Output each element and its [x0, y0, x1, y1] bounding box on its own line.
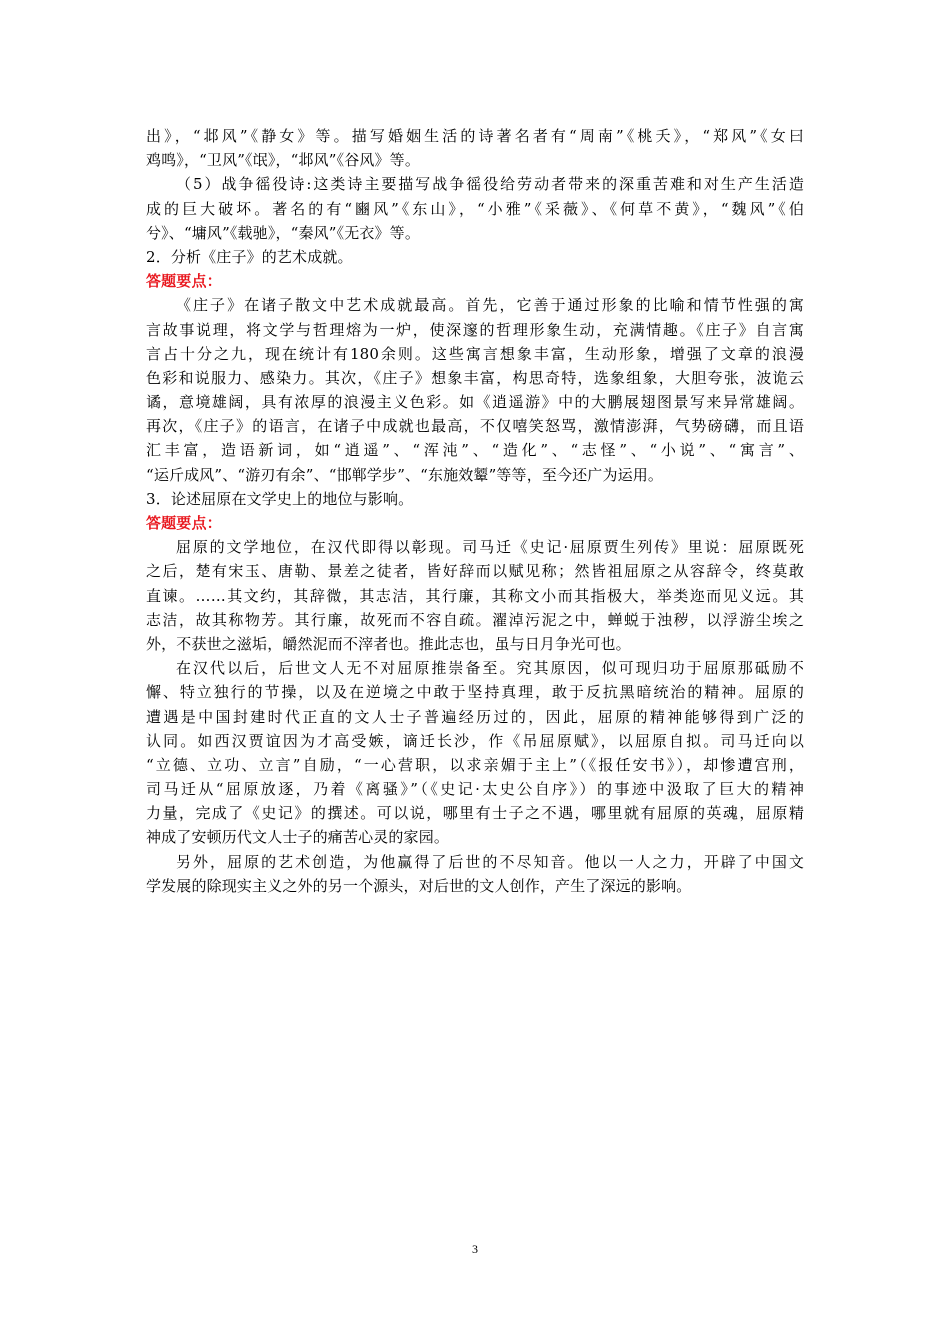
text-line: 成的巨大破坏。著名的有“豳风”《东山》，“小雅”《采薇》、《何草不黄》，“魏风”《伯 — [146, 199, 804, 218]
answer-key-heading: 答题要点： — [146, 514, 222, 532]
question-heading: 2．分析《庄子》的艺术成就。 — [146, 247, 353, 266]
document-body — [146, 124, 804, 898]
text-line: 另外，屈原的艺术创造，为他赢得了后世的不尽知音。他以一人之力，开辟了中国文 — [176, 852, 804, 871]
text-line: 谲，意境雄阔，具有浓厚的浪漫主义色彩。如《逍遥游》中的大鹏展翅图景写来异常雄阔。 — [146, 393, 804, 412]
text-line: 外，不获世之滋垢，皭然泥而不滓者也。推此志也，虽与日月争光可也。 — [146, 634, 631, 653]
answer-key-heading: 答题要点： — [146, 272, 222, 291]
text-line: 鸡鸣》，“卫风”《氓》，“邶风”《谷风》等。 — [146, 151, 420, 170]
text-line: 力量，完成了《史记》的撰述。可以说，哪里有士子之不遇，哪里就有屈原的英魂，屈原精 — [146, 804, 804, 823]
text-line: 认同。如西汉贾谊因为才高受嫉，谪迁长沙，作《吊屈原赋》，以屈原自拟。司马迁向以 — [146, 731, 804, 750]
text-line: 志洁，故其称物芳。其行廉，故死而不容自疏。濯淖污泥之中，蝉蜕于浊秽，以浮游尘埃之 — [146, 610, 804, 629]
text-line: 遭遇是中国封建时代正直的文人士子普遍经历过的，因此，屈原的精神能够得到广泛的 — [146, 707, 804, 726]
text-line: “运斤成风”、“游刃有余”、“邯郸学步”、“东施效颦”等等，至今还广为运用。 — [146, 465, 664, 484]
paragraph — [146, 293, 804, 487]
paragraph — [146, 535, 804, 656]
text-line: 神成了安顿历代文人士子的痛苦心灵的家园。 — [146, 828, 450, 847]
page-number: 3 — [472, 1242, 478, 1256]
text-line: 言占十分之九，现在统计有180余则。这些寓言想象丰富，生动形象，增强了文章的浪漫 — [146, 344, 804, 363]
text-line: “立德、立功、立言”自励，“一心营职，以求亲媚于主上”（《报任安书》），却惨遭宫刑， — [146, 755, 804, 774]
text-line: 学发展的除现实主义之外的另一个源头，对后世的文人创作，产生了深远的影响。 — [146, 876, 692, 895]
text-line: 屈原的文学地位，在汉代即得以彰现。司马迁《史记·屈原贾生列传》里说：屈原既死 — [176, 538, 804, 557]
text-line: 懈、特立独行的节操，以及在逆境之中敢于坚持真理，敢于反抗黑暗统治的精神。屈原的 — [146, 683, 804, 702]
text-line: 直谏。……其文约，其辞微，其志洁，其行廉，其称文小而其指极大，举类迩而见义远。其 — [146, 586, 804, 605]
text-line: 色彩和说服力、感染力。其次，《庄子》想象丰富，构思奇特，选象组象，大胆夸张，波诡云 — [146, 368, 804, 387]
text-line: 《庄子》在诸子散文中艺术成就最高。首先，它善于通过形象的比喻和情节性强的寓 — [176, 296, 804, 315]
paragraph — [146, 656, 804, 850]
text-line: （5）战争徭役诗:这类诗主要描写战争徭役给劳动者带来的深重苦难和对生产生活造 — [176, 175, 804, 194]
text-line: 汇丰富，造语新词，如“逍遥”、“浑沌”、“造化”、“志怪”、“小说”、“寓言”、 — [146, 441, 804, 460]
text-line: 出》，“邶风”《静女》等。描写婚姻生活的诗著名者有“周南”《桃夭》，“郑风”《女曰 — [146, 127, 804, 145]
paragraph — [146, 172, 804, 245]
text-line: 言故事说理，将文学与哲理熔为一炉，使深邃的哲理形象生动，充满情趣。《庄子》自言寓 — [146, 320, 804, 339]
paragraph — [146, 124, 804, 172]
text-line: 司马迁从“屈原放逐，乃着《离骚》”（《史记·太史公自序》）的事迹中汲取了巨大的精神 — [146, 780, 804, 799]
text-line: 之后，楚有宋玉、唐勒、景差之徒者，皆好辞而以赋见称；然皆祖屈原之从容辞令，终莫敢 — [146, 562, 804, 581]
question-heading: 3．论述屈原在文学史上的地位与影响。 — [146, 489, 414, 508]
text-line: 在汉代以后，后世文人无不对屈原推崇备至。究其原因，似可现归功于屈原那砥励不 — [176, 659, 804, 678]
text-line: 再次，《庄子》的语言，在诸子中成就也最高，不仅嘻笑怒骂，激情澎湃，气势磅礴，而且语 — [146, 417, 804, 436]
text-line: 兮》、“墉风”《载驰》，“秦风”《无衣》等。 — [146, 223, 420, 242]
paragraph — [146, 850, 804, 898]
